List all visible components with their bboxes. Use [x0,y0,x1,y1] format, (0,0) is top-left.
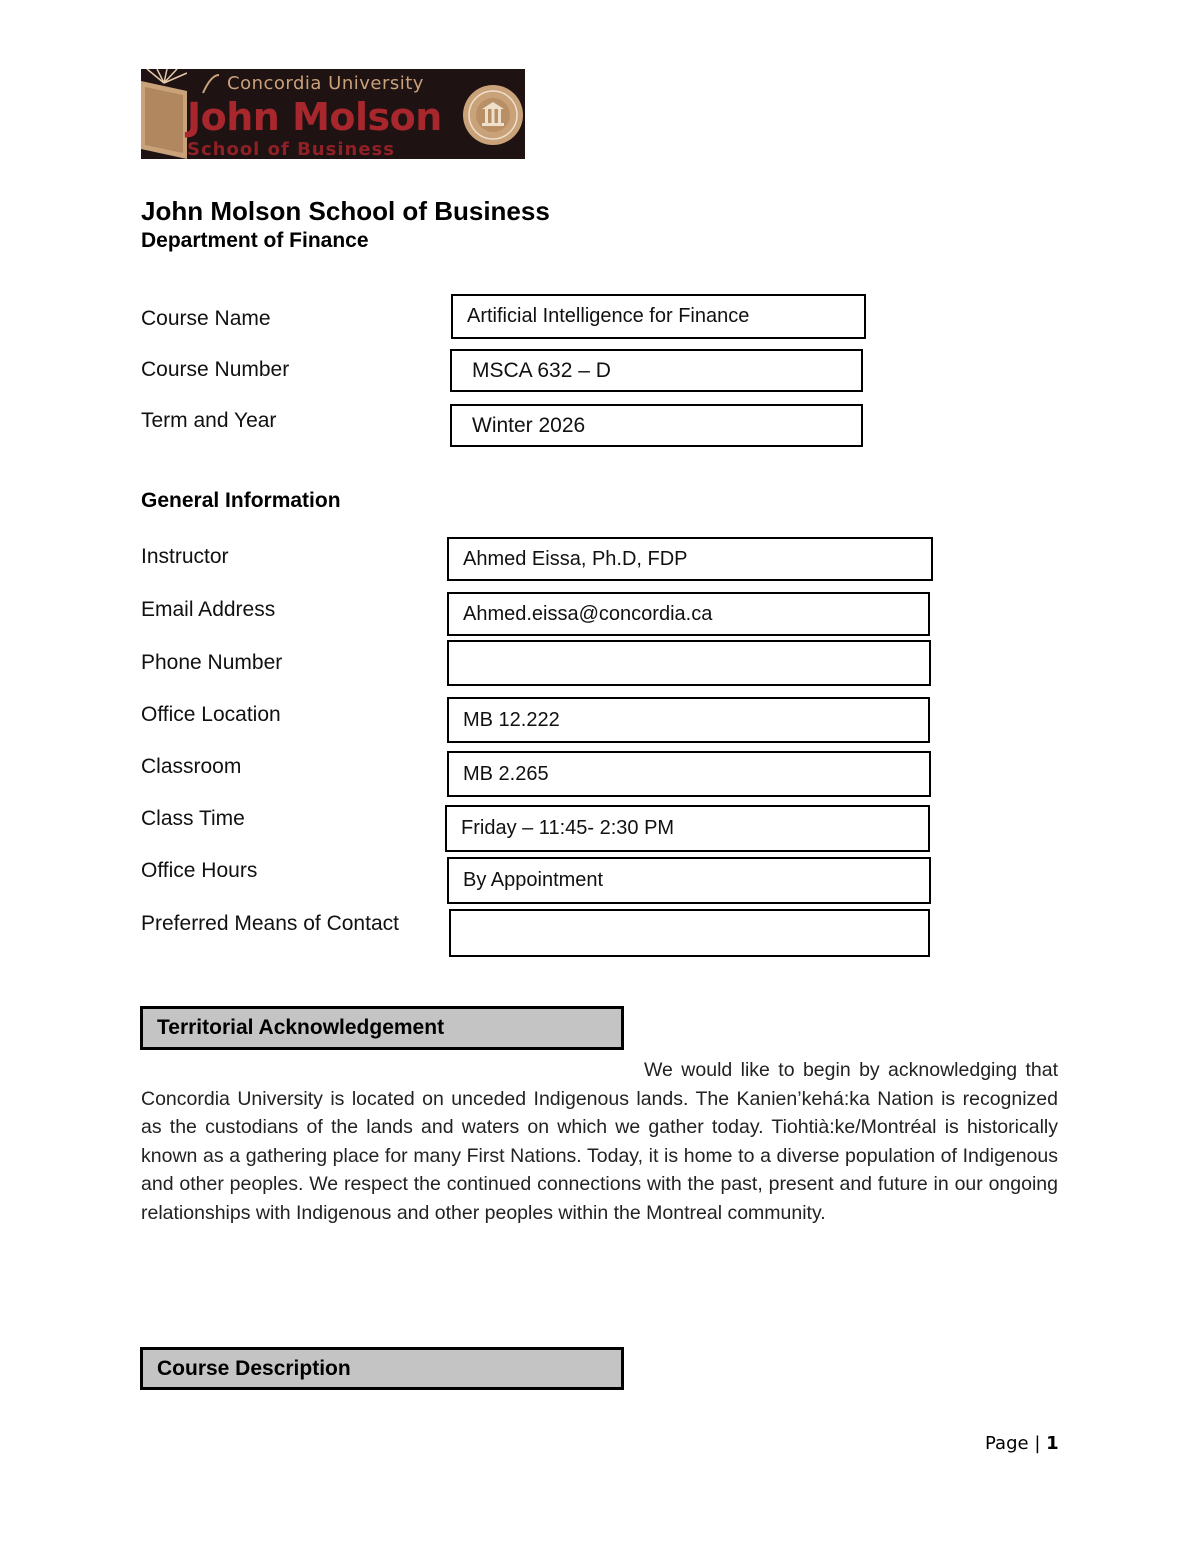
course-name-label: Course Name [141,307,271,330]
school-title: John Molson School of Business [141,196,550,226]
school-logo [141,69,525,159]
office-location-field: MB 12.222 [447,697,930,743]
general-info-heading: General Information [141,489,341,512]
class-time-label: Class Time [141,807,245,830]
book-icon [141,69,187,159]
course-number-field: MSCA 632 – D [450,349,863,392]
instructor-label: Instructor [141,545,229,568]
seal-icon [462,84,524,146]
phone-label: Phone Number [141,651,283,674]
logo-name: John Molson [187,95,442,139]
page-footer [985,1433,1059,1454]
office-location-label: Office Location [141,703,281,726]
classroom-field: MB 2.265 [447,751,931,797]
page-label: Page [985,1433,1029,1454]
term-year-field: Winter 2026 [450,404,863,447]
email-field: Ahmed.eissa@concordia.ca [447,592,930,636]
class-time-field: Friday – 11:45- 2:30 PM [445,805,930,852]
course-description-heading: Course Description [140,1347,624,1390]
email-label: Email Address [141,598,276,621]
territorial-acknowledgement-heading: Territorial Acknowledgement [140,1006,624,1050]
department-title: Department of Finance [141,229,369,252]
preferred-contact-field [449,909,930,957]
page-number: 1 [1046,1433,1059,1454]
office-hours-label: Office Hours [141,859,258,882]
preferred-contact-label: Preferred Means of Contact [141,912,399,935]
course-number-label: Course Number [141,358,290,381]
flourish-icon [201,73,221,95]
classroom-label: Classroom [141,755,242,778]
course-name-field: Artificial Intelligence for Finance [451,294,866,339]
instructor-field: Ahmed Eissa, Ph.D, FDP [447,537,933,581]
office-hours-field: By Appointment [447,857,931,904]
territorial-acknowledgement-text: We would like to begin by acknowledging that Concordia University is located on unceded Indigenous lands. The Kanien’kehá:ka Nation is recognized as the custodians of the lands and waters on which we gather today. Tiohtià:ke/Montréal is historically known as a gathering place for many First Nations. Today, it is home to a diverse population of Indigenous and other peoples. We respect the continued connections with the past, present and future in our ongoing relationships with Indigenous and other peoples within the Montreal community. [141,1059,1058,1224]
phone-field [447,640,931,686]
logo-university: Concordia University [227,73,424,94]
page-separator: | [1034,1433,1041,1454]
logo-subtitle: School of Business [187,139,395,159]
term-year-label: Term and Year [141,409,277,432]
